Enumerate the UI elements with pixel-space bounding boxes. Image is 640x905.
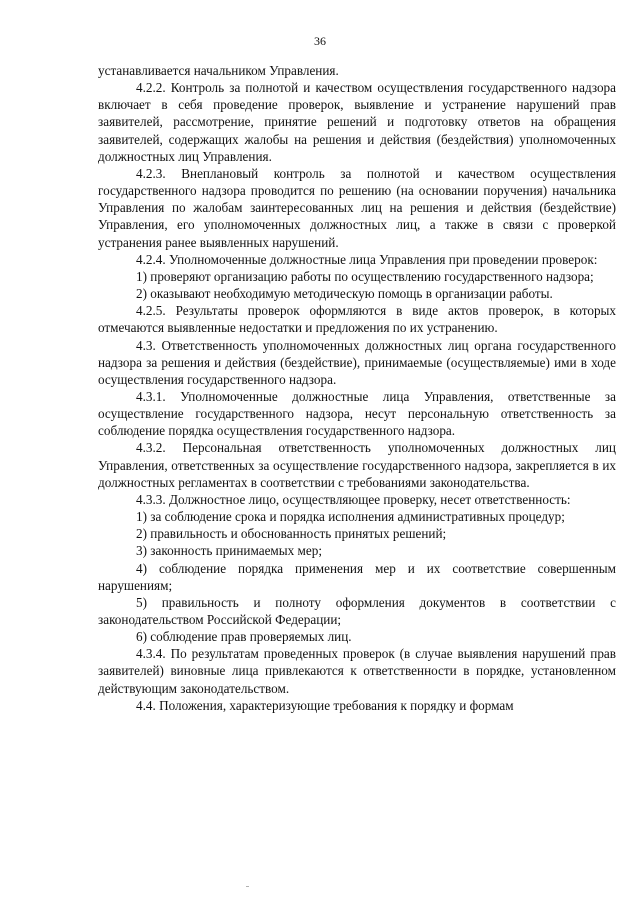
paragraph-4-3-2: 4.3.2. Персональная ответственность уполномоченных должностных лиц Управления, ответственных за осуществление государственного надзора, закрепляется в их должностных регламентах в соответствии с требованиями законодательства. — [98, 440, 616, 490]
paragraph-4-3: 4.3. Ответственность уполномоченных должностных лиц органа государственного надзора за решения и действия (бездействие), принимаемые (осуществляемые) ими в ходе осуществления государственного надзора. — [98, 337, 616, 387]
list-item-4-3-3-4: 4) соблюдение порядка применения мер и их соответствие совершенным нарушениям; — [98, 560, 616, 593]
paragraph-4-3-4: 4.3.4. По результатам проведенных проверок (в случае выявления нарушений прав заявителей) виновные лица привлекаются к ответственности в порядке, установленном действующим законодательством. — [98, 646, 616, 696]
list-item-4-2-4-2: 2) оказывают необходимую методическую помощь в организации работы. — [136, 286, 553, 302]
list-item-4-2-4-1: 1) проверяют организацию работы по осуществлению государственного надзора; — [136, 268, 594, 284]
list-item-4-3-3-5: 5) правильность и полноту оформления документов в соответствии с законодательством Российской Федерации; — [98, 594, 616, 627]
list-item-4-3-3-1: 1) за соблюдение срока и порядка исполнения административных процедур; — [136, 509, 565, 525]
scan-artifact — [246, 886, 249, 887]
list-item-4-3-3-2: 2) правильность и обоснованность принятых решений; — [136, 526, 447, 542]
paragraph-4-3-3: 4.3.3. Должностное лицо, осуществляющее проверку, несет ответственность: — [136, 491, 571, 507]
list-item-4-3-3-6: 6) соблюдение прав проверяемых лиц. — [136, 629, 352, 645]
paragraph-4-2-5: 4.2.5. Результаты проверок оформляются в виде актов проверок, в которых отмечаются выявленные недостатки и предложения по их устранению. — [98, 303, 616, 336]
list-item-4-3-3-3: 3) законность принимаемых мер; — [136, 543, 322, 559]
paragraph-4-3-1: 4.3.1. Уполномоченные должностные лица Управления, ответственные за осуществление государственного надзора, несут персональную ответственность за соблюдение порядка осуществления государственного надзора. — [98, 388, 616, 439]
paragraph-4-2-2: 4.2.2. Контроль за полнотой и качеством осуществления государственного надзора включает в себя проведение проверок, выявление и устранение нарушений прав заявителей, рассмотрение, принятие решений и подготовку ответов на обращения заявителей, содержащих жалобы на решения и действия (бездействия) уполномоченных должностных лиц Управления. — [98, 80, 616, 164]
paragraph-4-2-4: 4.2.4. Уполномоченные должностные лица Управления при проведении проверок: — [136, 251, 598, 267]
page-number: 36 — [314, 34, 326, 48]
paragraph-4-4: 4.4. Положения, характеризующие требования к порядку и формам — [136, 697, 514, 713]
paragraph-continuation: устанавливается начальником Управления. — [98, 63, 339, 78]
document-body — [98, 62, 616, 714]
paragraph-4-2-3: 4.2.3. Внеплановый контроль за полнотой и качеством осуществления государственного надзора проводится по решению (на основании поручения) начальника Управления по жалобам заинтересованных лиц на решения и действия (бездействие) Управления, его уполномоченных должностных лиц, а также в связи с проверкой устранения ранее выявленных нарушений. — [98, 165, 616, 250]
